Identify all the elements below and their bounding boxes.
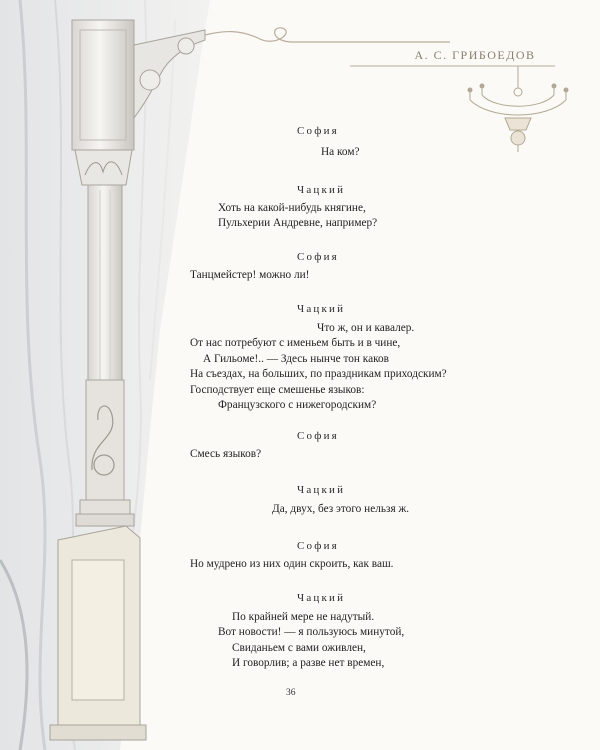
speaker-name: София: [297, 251, 339, 263]
speaker-name: Чацкий: [297, 184, 346, 196]
verse-line: На ком?: [321, 146, 360, 158]
speaker-name: София: [297, 540, 339, 552]
speaker-name: София: [297, 430, 339, 442]
verse-line: А Гильоме!.. — Здесь нынче тон каков: [203, 353, 390, 365]
speaker-name: Чацкий: [297, 303, 346, 315]
verse-line: На съездах, на больших, по праздникам приходским?: [190, 368, 447, 380]
verse-line: Вот новости! — я пользуюсь минутой,: [218, 626, 405, 638]
speaker-name: София: [297, 125, 339, 137]
verse-line: Свиданьем с вами оживлен,: [232, 642, 366, 654]
verse-line: От нас потребуют с именьем быть и в чине,: [190, 337, 401, 349]
verse-line: По крайней мере не надутый.: [232, 611, 375, 623]
speaker-name: Чацкий: [297, 592, 346, 604]
speaker-name: Чацкий: [297, 484, 346, 496]
verse-line: Смесь языков?: [190, 448, 262, 460]
verse-line: Хоть на какой-нибудь княгине,: [218, 202, 366, 214]
verse-line: Пульхерии Андревне, например?: [218, 217, 378, 229]
verse-line: Танцмейстер! можно ли!: [190, 269, 310, 281]
verse-line: И говорлив; а разве нет времен,: [232, 657, 385, 669]
verse-line: Но мудрено из них один скроить, как ваш.: [190, 558, 394, 570]
verse-line: Господствует еще смешенье языков:: [190, 384, 365, 396]
running-header-author: А. С. ГРИБОЕДОВ: [414, 48, 536, 62]
verse-line: Французского с нижегородским?: [218, 399, 377, 411]
verse-line: Что ж, он и кавалер.: [317, 322, 415, 334]
verse-line: Да, двух, без этого нельзя ж.: [272, 503, 410, 515]
chandelier-ornament: [468, 66, 568, 152]
page-number: 36: [286, 688, 296, 698]
